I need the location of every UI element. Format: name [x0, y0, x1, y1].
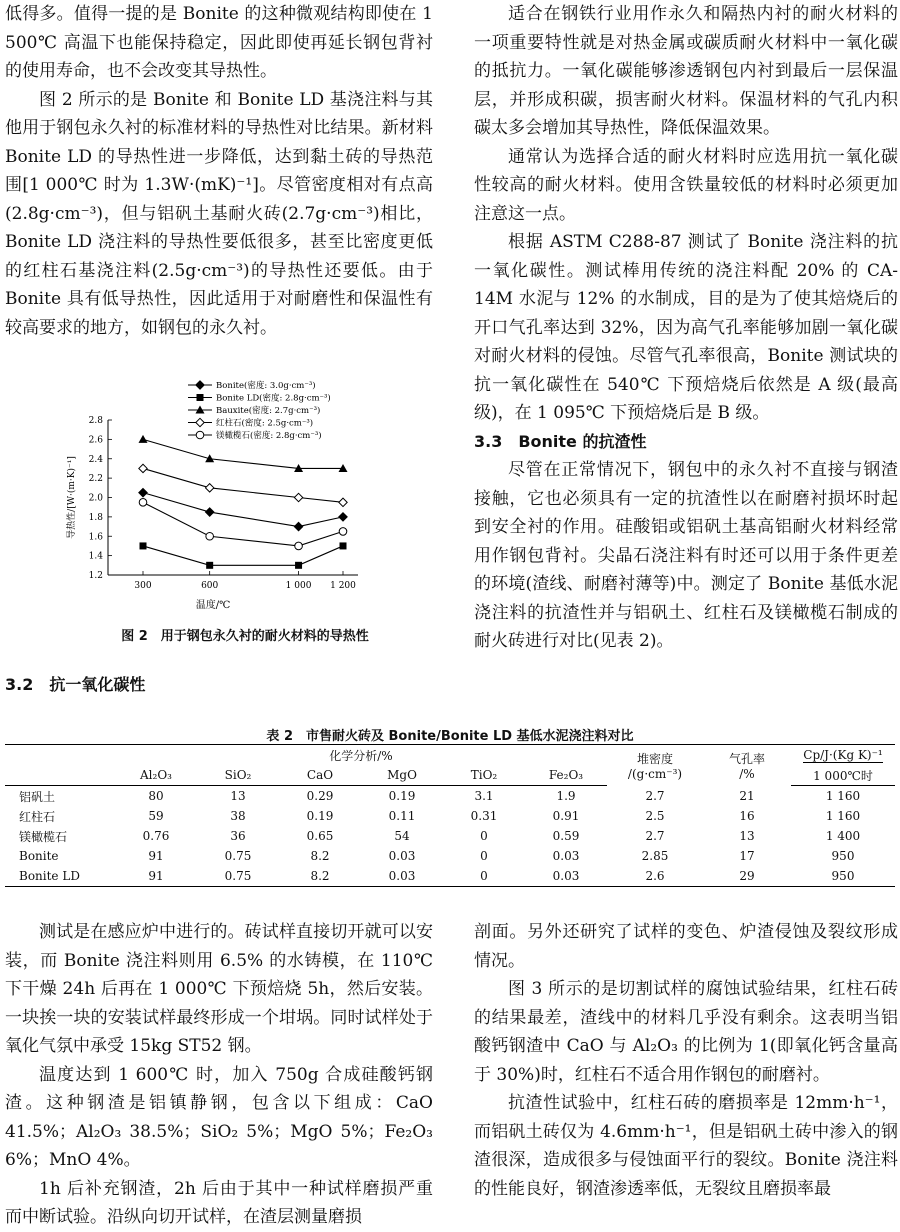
table-cell: 21 — [739, 788, 755, 803]
table-row — [5, 806, 895, 826]
table-cell: 13 — [230, 789, 246, 803]
right-column-bottom — [474, 918, 898, 1203]
table-cell: 0.19 — [306, 809, 334, 823]
table-cell: 91 — [148, 849, 164, 863]
right-column-top — [474, 0, 898, 656]
table-cell: 91 — [115, 866, 197, 887]
row-label: 红柱石 — [19, 809, 56, 824]
table-cell: 0.19 — [388, 789, 416, 803]
col-header: Al₂O₃ — [115, 765, 197, 786]
table-cell: 1 160 — [825, 789, 861, 803]
figure-caption: 图 2 用于钢包永久衬的耐火材料的导热性 — [121, 629, 369, 644]
paragraph: 温度达到 1 600℃ 时，加入 750g 合成硅酸钙钢渣。这种钢渣是铝镇静钢，包含以下组成：CaO 41.5%；Al₂O₃ 38.5%；SiO₂ 5%；MgO 5%；Fe₂O₃ 6%；MnO 4%。 — [5, 1064, 433, 1170]
table-cell: 8.2 — [310, 849, 330, 863]
table-cell: 3.1 — [474, 789, 494, 803]
data-point — [206, 562, 213, 569]
data-point — [205, 508, 213, 516]
table-cell: 950 — [791, 866, 895, 887]
left-column-bottom — [5, 918, 433, 1232]
legend-entry: 镁橄榄石(密度: 2.8g·cm⁻³) — [216, 431, 322, 441]
y-tick-label: 1.8 — [88, 512, 103, 523]
data-point — [139, 488, 147, 496]
row-label: Bonite LD — [5, 866, 115, 887]
y-tick-label: 2.6 — [88, 435, 103, 446]
table-cell: 13 — [739, 829, 755, 843]
data-point — [205, 484, 213, 492]
legend-marker — [197, 394, 204, 401]
x-tick-label: 300 — [134, 581, 152, 591]
table-cell: 0.03 — [525, 866, 607, 887]
table-row — [5, 866, 895, 887]
x-tick-label: 600 — [201, 581, 219, 591]
cp-header: Cp/J·(Kg K)⁻¹ — [791, 745, 895, 766]
table-cell: 0.65 — [306, 829, 334, 843]
table-cell: 17 — [739, 849, 755, 863]
table-cell: 0.76 — [142, 829, 170, 843]
table-cell: 2.6 — [607, 866, 703, 887]
col-header: SiO₂ — [197, 765, 279, 786]
y-tick-label: 2.0 — [88, 493, 103, 504]
paragraph: 图 3 所示的是切割试样的腐蚀试验结果，红柱石砖的结果最差，渣线中的材料几乎没有剩余。这表明当铝酸钙钢渣中 CaO 与 Al₂O₃ 的比例为 1(即氧化钙含量高于 30%)时，红柱石不适合用作钢包的耐磨衬。 — [474, 979, 898, 1085]
table-cell: 0.03 — [552, 849, 580, 863]
col-header: Fe₂O₃ — [525, 765, 607, 786]
data-point — [140, 542, 147, 549]
porosity-header: 气孔率 /% — [703, 745, 791, 786]
section-heading-3-3: 3.3 Bonite 的抗渣性 — [474, 431, 647, 451]
series-line — [143, 493, 343, 527]
y-tick-label: 1.6 — [88, 532, 103, 543]
paragraph: 1h 后补充钢渣，2h 后由于其中一种试样磨损严重而中断试验。沿纵向切开试样，在渣层测量磨损 — [5, 1178, 433, 1227]
table-cell: 1 160 — [825, 809, 861, 823]
legend-entry: Bauxite(密度: 2.7g·cm⁻³) — [216, 406, 321, 416]
row-label: 镁橄榄石 — [19, 829, 68, 844]
group-header: 化学分析/% — [115, 745, 607, 766]
table-cell: 59 — [148, 809, 164, 823]
table-cell: 0.75 — [224, 849, 252, 863]
data-point — [139, 499, 147, 507]
table-cell: 0 — [443, 866, 525, 887]
y-axis-label: 导热性/[W·(m·K)⁻¹] — [67, 456, 77, 539]
data-point — [139, 435, 148, 443]
table-row — [5, 786, 895, 807]
row-label: Bonite — [19, 849, 59, 863]
legend-entry: Bonite(密度: 3.0g·cm⁻³) — [216, 381, 316, 391]
table-cell: 0.11 — [388, 809, 416, 823]
legend-marker — [196, 381, 204, 389]
paragraph: 尽管在正常情况下，钢包中的永久衬不直接与钢渣接触，它也必须具有一定的抗渣性以在耐磨衬损坏时起到安全衬的作用。硅酸铝或铝矾土基高铝耐火材料经常用作钢包背衬。尖晶石浇注料有时还可以用于条件更差的环境(渣线、耐磨衬薄等)中。测定了 Bonite 基低水泥浇注料的抗渣性并与铝矾土、红柱石及镁橄榄石制成的耐火砖进行对比(见表 2)。 — [474, 460, 898, 651]
table-cell: 2.7 — [645, 829, 665, 843]
series-line — [143, 546, 343, 565]
table-cell: 16 — [739, 809, 755, 823]
series-line — [143, 468, 343, 502]
data-point — [206, 532, 214, 540]
paragraph: 根据 ASTM C288-87 测试了 Bonite 浇注料的抗一氧化碳性。测试棒用传统的浇注料配 20% 的 CA-14M 水泥与 12% 的水制成，目的是为了使其焙烧后的开口气孔率达到 32%，因为高气孔率能够加剧一氧化碳对耐火材料的侵蚀。尽管气孔率很高，Bonite 测试块的抗一氧化碳性在 540℃ 下预焙烧后依然是 A 级(最高级)，在 1 095℃ 下预焙烧后是 B 级。 — [474, 232, 898, 423]
comparison-table — [5, 744, 895, 887]
table-cell: 0.59 — [552, 829, 580, 843]
table-cell: 80 — [148, 789, 164, 803]
paragraph: 适合在钢铁行业用作永久和隔热内衬的耐火材料的一项重要特性就是对热金属或碳质耐火材料中一氧化碳的抵抗力。一氧化碳能够渗透钢包内衬到最后一层保温层，并形成积碳，损害耐火材料。保温材料的气孔内积碳太多会增加其导热性，降低保温效果。 — [474, 4, 898, 138]
table-cell: 29 — [703, 866, 791, 887]
data-point — [139, 464, 147, 472]
data-point — [295, 542, 303, 550]
col-header: TiO₂ — [443, 765, 525, 786]
table-cell: 0 — [480, 829, 488, 843]
col-header: CaO — [279, 765, 361, 786]
col-header: 1 000℃时 — [791, 765, 895, 786]
row-label: 铝矾土 — [19, 789, 56, 804]
table-cell: 36 — [230, 829, 246, 843]
legend-marker — [196, 418, 204, 426]
data-point — [295, 562, 302, 569]
density-header: 堆密度 /(g·cm⁻³) — [607, 745, 703, 786]
table-row — [5, 846, 895, 866]
table-cell: 950 — [831, 849, 855, 863]
legend-entry: Bonite LD(密度: 2.8g·cm⁻³) — [216, 393, 331, 404]
table-cell: 0.75 — [197, 866, 279, 887]
table-cell: 0.03 — [361, 866, 443, 887]
paragraph: 低得多。值得一提的是 Bonite 的这种微观结构即使在 1 500℃ 高温下也能保持稳定，因此即使再延长钢包背衬的使用寿命，也不会改变其导热性。 — [5, 4, 433, 81]
left-column-top — [5, 0, 433, 342]
series-line — [143, 502, 343, 546]
table-cell: 1 400 — [825, 829, 861, 843]
table-cell: 2.7 — [645, 788, 665, 803]
table-cell: 0.91 — [552, 809, 580, 823]
table-cell: 0 — [480, 849, 488, 863]
paragraph: 通常认为选择合适的耐火材料时应选用抗一氧化碳性较高的耐火材料。使用含铁量较低的材料时必须更加注意这一点。 — [474, 146, 898, 224]
table-cell: 38 — [230, 809, 246, 823]
col-header: MgO — [361, 765, 443, 786]
y-tick-label: 1.2 — [88, 571, 103, 581]
y-tick-label: 1.4 — [88, 551, 103, 562]
x-tick-label: 1 200 — [330, 581, 356, 591]
data-point — [340, 542, 347, 549]
paragraph: 测试是在感应炉中进行的。砖试样直接切开就可以安装，而 Bonite 浇注料则用 6.5% 的水铸模，在 110℃ 下干燥 24h 后再在 1 000℃ 下预焙烧 5h，然后安装。一块挨一块的安装试样最终形成一个坩埚。同时试样处于氧化气氛中承受 15kg ST52 钢。 — [5, 922, 433, 1056]
y-tick-label: 2.8 — [88, 416, 103, 426]
data-point — [294, 522, 302, 530]
table-row — [5, 826, 895, 846]
section-heading-3-2: 3.2 抗一氧化碳性 — [5, 675, 146, 694]
table-cell: 8.2 — [279, 866, 361, 887]
data-point — [339, 513, 347, 521]
legend-entry: 红柱石(密度: 2.5g·cm⁻³) — [216, 418, 314, 429]
table-cell: 2.85 — [641, 849, 669, 863]
data-point — [294, 493, 302, 501]
series-line — [143, 439, 343, 468]
x-tick-label: 1 000 — [285, 581, 312, 591]
table-cell: 54 — [394, 829, 410, 843]
thermal-conductivity-chart — [40, 380, 420, 625]
y-tick-label: 2.2 — [88, 474, 103, 485]
table-cell: 0.03 — [388, 849, 416, 863]
data-point — [339, 498, 347, 506]
table-cell: 0.29 — [306, 789, 334, 803]
figure-2 — [40, 380, 420, 640]
table-cell: 0.31 — [470, 809, 498, 823]
paragraph: 抗渣性试验中，红柱石砖的磨损率是 12mm·h⁻¹，而铝矾土砖仅为 4.6mm·h⁻¹，但是铝矾土砖中渗入的钢渣很深，造成很多与侵蚀面平行的裂纹。Bonite 浇注料的性能良好，钢渣渗透率低，无裂纹且磨损率最 — [474, 1093, 898, 1199]
x-axis-label: 温度/℃ — [195, 600, 231, 611]
paragraph: 图 2 所示的是 Bonite 和 Bonite LD 基浇注料与其他用于钢包永久衬的标准材料的导热性对比结果。新材料 Bonite LD 的导热性进一步降低，达到黏土砖的导热范围[1 000℃ 时为 1.3W·(mK)⁻¹]。尽管密度相对有点高(2.8g·cm⁻³)，但与铝矾土基耐火砖(2.7g·cm⁻³)相比，Bonite LD 浇注料的导热性要低很多，甚至比密度更低的红柱石基浇注料(2.5g·cm⁻³)的导热性还要低。由于 Bonite 具有低导热性，因此适用于对耐磨性和保温性有较高要求的地方，如钢包的永久衬。 — [5, 89, 433, 338]
data-point — [339, 528, 347, 536]
legend-marker — [196, 431, 204, 439]
table-cell: 2.5 — [645, 809, 665, 823]
y-tick-label: 2.4 — [88, 454, 103, 465]
table-caption: 表 2 市售耐火砖及 Bonite/Bonite LD 基低水泥浇注料对比 — [266, 729, 634, 744]
table-cell: 1.9 — [556, 789, 576, 803]
paragraph: 剖面。另外还研究了试样的变色、炉渣侵蚀及裂纹形成情况。 — [474, 922, 898, 971]
